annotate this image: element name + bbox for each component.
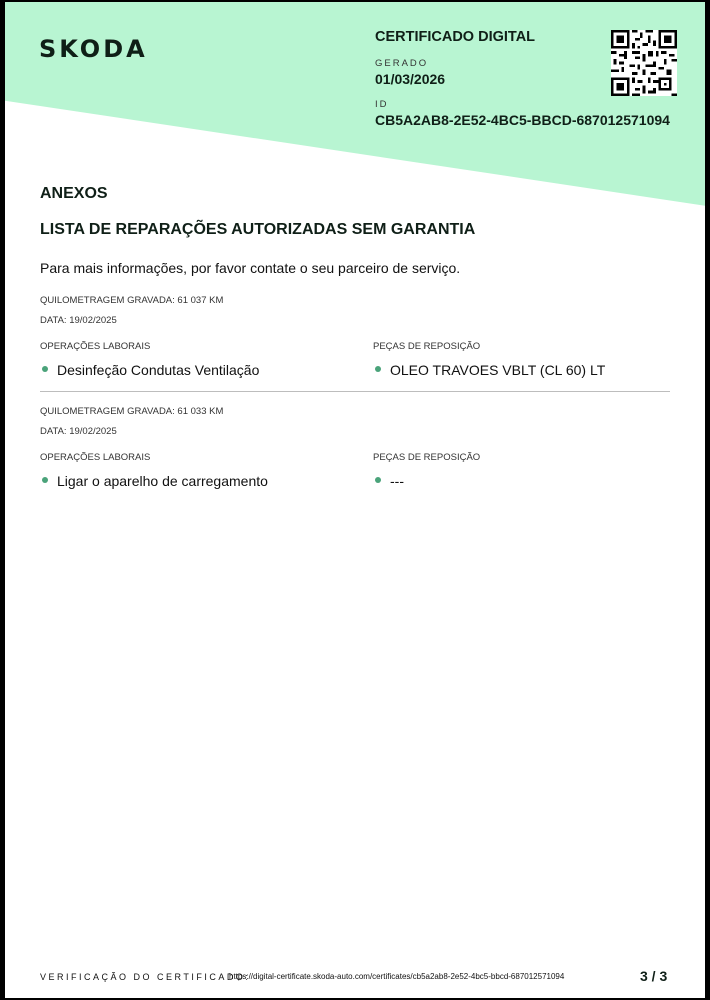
certificate-title: CERTIFICADO DIGITAL [375,29,536,45]
bullet-icon [42,366,48,372]
date-text: DATA: 19/02/2025 [40,426,117,437]
qr-code-icon [611,30,677,96]
header-band [5,2,705,212]
verification-url[interactable]: https://digital-certificate.skoda-auto.com/certificates/cb5a2ab8-2e52-4bc5-bbcd-687012571094 [229,972,565,981]
parts-label: PEÇAS DE REPOSIÇÃO [373,452,481,463]
section-title: ANEXOS [40,185,108,202]
operation-text: Ligar o aparelho de carregamento [57,473,268,489]
mileage-text: QUILOMETRAGEM GRAVADA: 61 033 KM [40,406,224,417]
certificate-id: CB5A2AB8-2E52-4BC5-BBCD-687012571094 [375,112,670,128]
date-text: DATA: 19/02/2025 [40,315,117,326]
operations-label: OPERAÇÕES LABORAIS [40,452,151,463]
part-text: --- [390,473,404,489]
parts-label: PEÇAS DE REPOSIÇÃO [373,341,481,352]
bullet-icon [375,477,381,483]
divider [40,391,670,392]
operations-label: OPERAÇÕES LABORAIS [40,341,151,352]
brand-logo: SKODA [39,35,148,63]
mileage-text: QUILOMETRAGEM GRAVADA: 61 037 KM [40,295,224,306]
id-label: ID [375,99,389,110]
part-item [375,473,404,489]
list-title: LISTA DE REPARAÇÕES AUTORIZADAS SEM GARANTIA [40,221,476,238]
certificate-page [5,2,705,998]
bullet-icon [375,366,381,372]
page-number: 3 / 3 [640,968,668,984]
operation-text: Desinfeção Condutas Ventilação [57,362,260,378]
operation-item [42,473,268,489]
generated-date: 01/03/2026 [375,71,446,87]
verification-label: VERIFICAÇÃO DO CERTIFICADO: [40,972,251,982]
part-item [375,362,605,378]
generated-label: GERADO [375,58,429,69]
operation-item [42,362,259,378]
intro-text: Para mais informações, por favor contate o seu parceiro de serviço. [40,260,461,276]
bullet-icon [42,477,48,483]
part-text: OLEO TRAVOES VBLT (CL 60) LT [390,362,606,378]
